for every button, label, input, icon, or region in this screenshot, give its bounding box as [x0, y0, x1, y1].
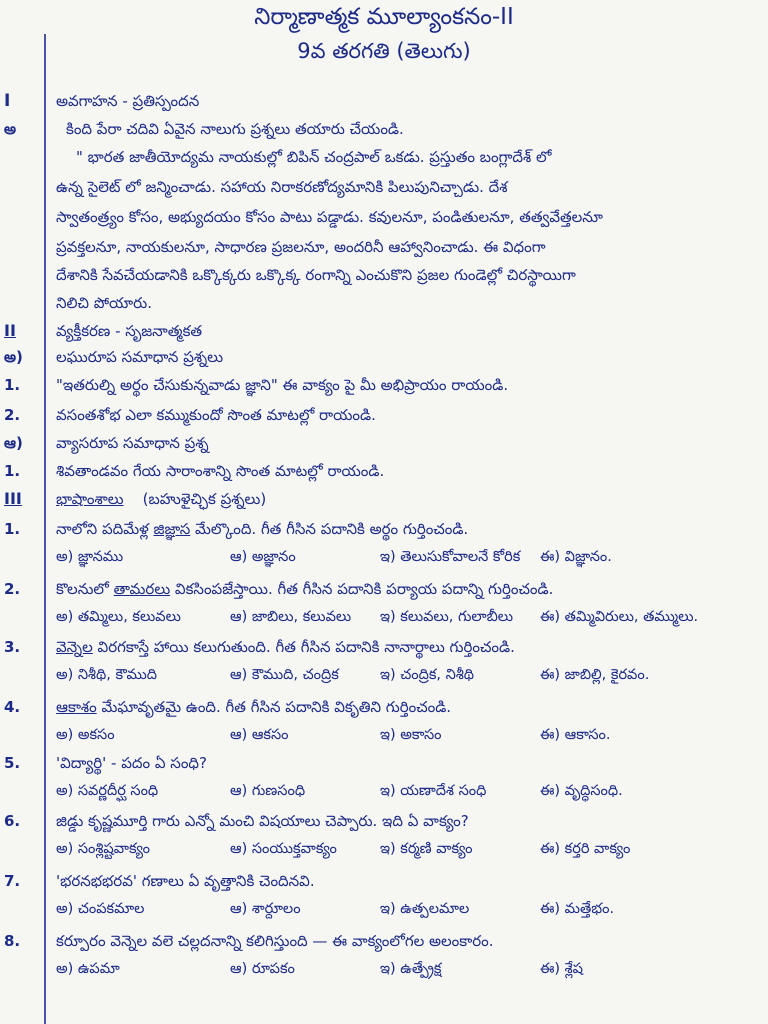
paragraph-line: ఉన్న సైలెట్ లో జన్మించాడు. సహాయ నిరాకరణోద్యమానికి పిలుపునిచ్చాడు. దేశ — [56, 178, 508, 196]
option-choice: ఈ) శ్లేష — [540, 961, 583, 977]
sub-marker: ఆ) — [4, 434, 23, 452]
option-choice: అ) జ్ఞానము — [56, 549, 124, 565]
section-marker: I — [4, 91, 11, 111]
section-1-heading — [0, 86, 760, 116]
option-choice: ఆ) గుణసంధి — [230, 783, 306, 799]
sub-marker: అ) — [4, 348, 23, 366]
question-number: 8. — [4, 932, 21, 950]
option-choice: ఆ) ఆకసం — [230, 727, 289, 743]
question-number: 7. — [4, 872, 21, 890]
option-choice: ఇ) యణాదేశ సంధి — [380, 783, 487, 799]
section-marker: III — [4, 489, 22, 508]
question-text — [56, 517, 754, 541]
question-number: 6. — [4, 812, 21, 830]
underlined-word: జిజ్ఞాస — [153, 520, 191, 538]
option-choice: ఈ) ఆకాసం. — [540, 727, 611, 743]
option-choice: అ) సంశ్లిష్టవాక్యం — [56, 841, 151, 857]
option-choice: అ) సవర్ణదీర్ఘ సంధి — [56, 783, 159, 799]
option-choice: ఇ) కర్మణి వాక్యం — [380, 841, 473, 857]
page-title: నిర్మాణాత్మక మూల్యాంకనం-II — [254, 4, 514, 30]
question-text-before: నాలోని పదిమేళ్ల — [56, 520, 154, 538]
section-marker: II — [4, 321, 16, 340]
section-title: వ్యక్తీకరణ - సృజనాత్మకత — [56, 322, 203, 340]
paragraph-line: " భారత జాతీయోద్యమ నాయకుల్లో బిపిన్ చంద్రపాల్ ఒకడు. ప్రస్తుతం బంగ్లాదేశ్ లో — [76, 148, 552, 166]
question-text — [56, 577, 754, 601]
question-number: 3. — [4, 638, 21, 656]
question-number: 2. — [4, 580, 21, 598]
option-choice: అ) నిశీథి, కౌముది — [56, 667, 158, 683]
question-text-before: కొలనులో — [56, 580, 114, 598]
option-choice: ఈ) జాబిల్లి, కైరవం. — [540, 667, 650, 683]
question-item: 2. వసంతశోభ ఎలా కమ్ముకుందో సొంత మాటల్లో రాయండి. — [4, 406, 376, 424]
question-number: 5. — [4, 754, 21, 772]
mcq-options — [0, 894, 760, 924]
subsection-title: లఘురూప సమాధాన ప్రశ్నలు — [56, 348, 224, 366]
section-title: భాషాంశాలు — [56, 490, 124, 508]
mcq-question — [0, 632, 760, 662]
underlined-word: ఆకాశం — [56, 698, 97, 716]
option-choice: ఆ) అజ్ఞానం — [230, 549, 296, 565]
mcq-question — [0, 574, 760, 604]
option-choice: ఈ) మత్తేభం. — [540, 901, 615, 917]
section-title-note: (బహుళైచ్ఛిక ప్రశ్నలు) — [142, 490, 267, 508]
question-text — [56, 751, 754, 775]
question-text-after: విరగకాస్తే హాయి కలుగుతుంది. గీత గీసిన పదానికి నానార్థాలు గుర్తించండి. — [92, 638, 515, 656]
subsection-title: వ్యాసరూప సమాధాన ప్రశ్న — [56, 434, 209, 452]
question-number: 1. — [4, 520, 21, 538]
option-choice: ఇ) ఉత్ప్రేక్ష — [380, 961, 442, 977]
section-title: అవగాహన - ప్రతిస్పందన — [56, 92, 200, 110]
section-3-heading — [0, 484, 760, 514]
option-choice: ఆ) కౌముది, చంద్రిక — [230, 667, 339, 683]
option-choice: ఆ) సంయుక్తవాక్యం — [230, 841, 337, 857]
question-text-before: 'భరనభభరవ' గణాలు ఏ వృత్తానికి చెందినవి. — [56, 872, 315, 890]
question-text — [56, 869, 754, 893]
sub-marker: అ — [4, 120, 17, 138]
subsection-heading — [0, 428, 760, 458]
option-choice: ఆ) శార్దూలం — [230, 901, 301, 917]
question-item: 1. శివతాండవం గేయ సారాంశాన్ని సొంత మాటల్లో రాయండి. — [4, 462, 385, 480]
option-choice: ఇ) అకాసం — [380, 727, 442, 743]
mcq-question — [0, 806, 760, 836]
mcq-question — [0, 692, 760, 722]
subsection-heading — [0, 342, 760, 372]
paragraph-line: స్వాతంత్ర్యం కోసం, అభ్యుదయం కోసం పాటు పడ్డాడు. కవులనూ, పండితులనూ, తత్వవేత్తలనూ — [56, 208, 603, 226]
mcq-question — [0, 926, 760, 956]
question-text-after: వికసింపజేస్తాయి. గీత గీసిన పదానికి పర్యాయ పదాన్ని గుర్తించండి. — [170, 580, 554, 598]
question-text-before: 'విద్యార్థి' - పదం ఏ సంధి? — [56, 754, 207, 772]
question-text-before: జిడ్డు కృష్ణమూర్తి గారు ఎన్నో మంచి విషయాలు చెప్పారు. ఇది ఏ వాక్యం? — [56, 812, 469, 830]
question-text — [56, 929, 754, 953]
option-choice: ఆ) జాబిలు, కలువలు — [230, 609, 352, 625]
option-choice: ఇ) ఉత్పలమాల — [380, 901, 470, 917]
question-text — [56, 695, 754, 719]
mcq-options — [0, 542, 760, 572]
mcq-options — [0, 776, 760, 806]
question-text — [56, 809, 754, 833]
mcq-question — [0, 514, 760, 544]
option-choice: ఈ) తమ్మివిరులు, తమ్ములు. — [540, 609, 699, 625]
paragraph-line: నిలిచి పోయారు. — [56, 294, 153, 312]
mcq-options — [0, 660, 760, 690]
section-1-instruction — [0, 114, 760, 144]
mcq-question — [0, 866, 760, 896]
question-text-before: కర్పూరం వెన్నెల వలె చల్లదనాన్ని కలిగిస్తుంది — ఈ వాక్యంలోగల అలంకారం. — [56, 932, 494, 950]
mcq-options — [0, 602, 760, 632]
paragraph-line: ప్రవక్తలనూ, నాయకులనూ, సాధారణ ప్రజలనూ, అందరినీ ఆహ్వానించాడు. ఈ విధంగా — [56, 238, 546, 256]
mcq-options — [0, 834, 760, 864]
option-choice: అ) చంపకమాల — [56, 901, 145, 917]
mcq-options — [0, 720, 760, 750]
option-choice: ఈ) విజ్ఞానం. — [540, 549, 612, 565]
instruction-text: కింది పేరా చదివి ఏవైన నాలుగు ప్రశ్నలు తయారు చేయండి. — [66, 120, 404, 138]
page-subtitle: 9వ తరగతి (తెలుగు) — [297, 39, 471, 63]
question-text-after: మేల్కొంది. గీత గీసిన పదానికి అర్థం గుర్తించండి. — [190, 520, 469, 538]
option-choice: ఇ) తెలుసుకోవాలనే కోరిక — [380, 549, 521, 565]
underlined-word: తామరలు — [113, 580, 171, 598]
question-text-after: మేఘావృతమై ఉంది. గీత గీసిన పదానికి వికృతిని గుర్తించండి. — [96, 698, 452, 716]
option-choice: అ) అకసం — [56, 727, 115, 743]
option-choice: అ) ఉపమా — [56, 961, 120, 977]
question-text — [56, 635, 754, 659]
question-item: 1. "ఇతరుల్ని అర్థం చేసుకున్నవాడు జ్ఞాని" ఈ వాక్యం పై మీ అభిప్రాయం రాయండి. — [4, 376, 509, 394]
option-choice: అ) తమ్మిలు, కలువలు — [56, 609, 181, 625]
underlined-word: వెన్నెల — [56, 638, 93, 656]
paragraph-line: దేశానికి సేవచేయడానికి ఒక్కొక్కరు ఒక్కొక్క రంగాన్ని ఎంచుకొని ప్రజల గుండెల్లో చిరస్థాయిగా — [56, 266, 576, 284]
mcq-question — [0, 748, 760, 778]
mcq-options — [0, 954, 760, 984]
question-number: 4. — [4, 698, 21, 716]
option-choice: ఆ) రూపకం — [230, 961, 295, 977]
option-choice: ఇ) కలువలు, గులాబీలు — [380, 609, 514, 625]
option-choice: ఈ) వృద్ధిసంధి. — [540, 783, 623, 799]
option-choice: ఇ) చంద్రిక, నిశీథి — [380, 667, 475, 683]
option-choice: ఈ) కర్తరి వాక్యం — [540, 841, 631, 857]
